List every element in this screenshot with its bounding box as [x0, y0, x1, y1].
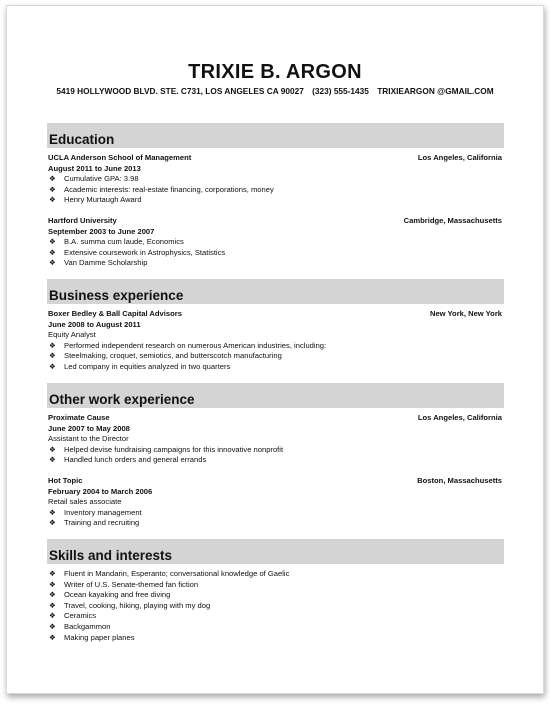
bullet-icon: ❖: [49, 351, 56, 361]
entry-org: Hartford University: [48, 216, 117, 225]
list-item: ❖ Cumulative GPA: 3.98: [49, 174, 139, 184]
entry-location: Cambridge, Massachusetts: [403, 216, 502, 225]
bullet-icon: ❖: [49, 579, 56, 589]
list-item: ❖ Led company in equities analyzed in two quarters: [49, 361, 231, 371]
section-header-skills: [47, 539, 504, 564]
list-item: ❖ Van Damme Scholarship: [49, 258, 148, 268]
entry-role: Equity Analyst: [48, 330, 96, 340]
other-entry-proximate-cause: [48, 413, 502, 466]
bullet-icon: ❖: [49, 569, 56, 578]
entry-location: Los Angeles, California: [417, 153, 502, 162]
list-item: ❖ Ceramics: [49, 611, 97, 621]
entry-location: New York, New York: [429, 309, 502, 318]
list-item: ❖ Training and recruiting: [49, 518, 140, 528]
education-entry-hartford: [48, 216, 502, 269]
bullet-icon: ❖: [49, 600, 56, 610]
section-header-business: [47, 279, 504, 304]
bullet-icon: ❖: [49, 621, 56, 631]
bullet-icon: ❖: [49, 455, 56, 465]
entry-org: Boxer Bedley & Ball Capital Advisors: [48, 309, 182, 318]
bullet-icon: ❖: [49, 184, 56, 194]
bullet-icon: ❖: [49, 195, 56, 205]
bullet-icon: ❖: [49, 507, 56, 517]
resume-page: [6, 5, 544, 694]
list-item: ❖ Backgammon: [49, 621, 111, 631]
entry-role: Assistant to the Director: [48, 434, 129, 444]
resume-name: TRIXIE B. ARGON: [188, 61, 362, 83]
list-item: ❖ Writer of U.S. Senate-themed fan fiction: [49, 579, 199, 589]
bullet-icon: ❖: [49, 444, 56, 454]
section-title: Other work experience: [49, 392, 195, 407]
list-item: ❖ Handled lunch orders and general errands: [49, 455, 207, 465]
skills-list: [48, 569, 502, 643]
contact-line: [7, 86, 543, 96]
education-entry-ucla: [48, 153, 502, 206]
list-item: ❖ Making paper planes: [49, 632, 135, 642]
other-entry-hot-topic: [48, 476, 502, 529]
entry-dates: September 2003 to June 2007: [48, 226, 155, 236]
entry-role: Retail sales associate: [48, 497, 122, 507]
bullet-icon: ❖: [49, 237, 56, 247]
entry-location: Los Angeles, California: [417, 413, 502, 422]
list-item: ❖ Extensive coursework in Astrophysics, Statistics: [49, 247, 226, 257]
contact-phone: (323) 555-1435: [312, 86, 369, 96]
list-item: ❖ Ocean kayaking and free diving: [49, 590, 171, 600]
contact-address: 5419 HOLLYWOOD BLVD. STE. C731, LOS ANGELES CA 90027: [56, 86, 304, 96]
entry-org: Hot Topic: [48, 476, 83, 485]
section-title: Education: [49, 132, 115, 147]
bullet-icon: ❖: [49, 340, 56, 350]
list-item: ❖ Performed independent research on numerous American industries, including:: [49, 340, 327, 350]
section-title: Skills and interests: [49, 548, 173, 563]
entry-dates: June 2008 to August 2011: [48, 319, 141, 329]
bullet-icon: ❖: [49, 611, 56, 621]
section-header-other-work: [47, 383, 504, 408]
entry-location: Boston, Massachusetts: [417, 476, 502, 485]
bullet-icon: ❖: [49, 632, 56, 642]
list-item: ❖ Academic interests: real-estate financing, corporations, money: [49, 184, 274, 194]
bullet-icon: ❖: [49, 247, 56, 257]
list-item: ❖ Helped devise fundraising campaigns for this innovative nonprofit: [49, 444, 284, 454]
section-header-education: [47, 123, 504, 148]
bullet-icon: ❖: [49, 518, 56, 528]
section-title: Business experience: [49, 288, 184, 303]
entry-org: Proximate Cause: [48, 413, 110, 422]
list-item: ❖ Fluent in Mandarin, Esperanto; conversational knowledge of Gaelic: [49, 569, 290, 578]
list-item: ❖ Henry Murtaugh Award: [49, 195, 142, 205]
bullet-icon: ❖: [49, 174, 56, 184]
bullet-icon: ❖: [49, 361, 56, 371]
list-item: ❖ Travel, cooking, hiking, playing with my dog: [49, 600, 211, 610]
list-item: ❖ Steelmaking, croquet, semiotics, and butterscotch manufacturing: [49, 351, 282, 361]
contact-email: TRIXIEARGON @GMAIL.COM: [377, 86, 494, 96]
entry-dates: August 2011 to June 2013: [48, 163, 141, 173]
entry-org: UCLA Anderson School of Management: [48, 153, 192, 162]
bullet-icon: ❖: [49, 590, 56, 600]
entry-dates: June 2007 to May 2008: [48, 423, 130, 433]
list-item: ❖ Inventory management: [49, 507, 142, 517]
business-entry-boxer: [48, 309, 502, 373]
bullet-icon: ❖: [49, 258, 56, 268]
list-item: ❖ B.A. summa cum laude, Economics: [49, 237, 184, 247]
entry-dates: February 2004 to March 2006: [48, 486, 153, 496]
